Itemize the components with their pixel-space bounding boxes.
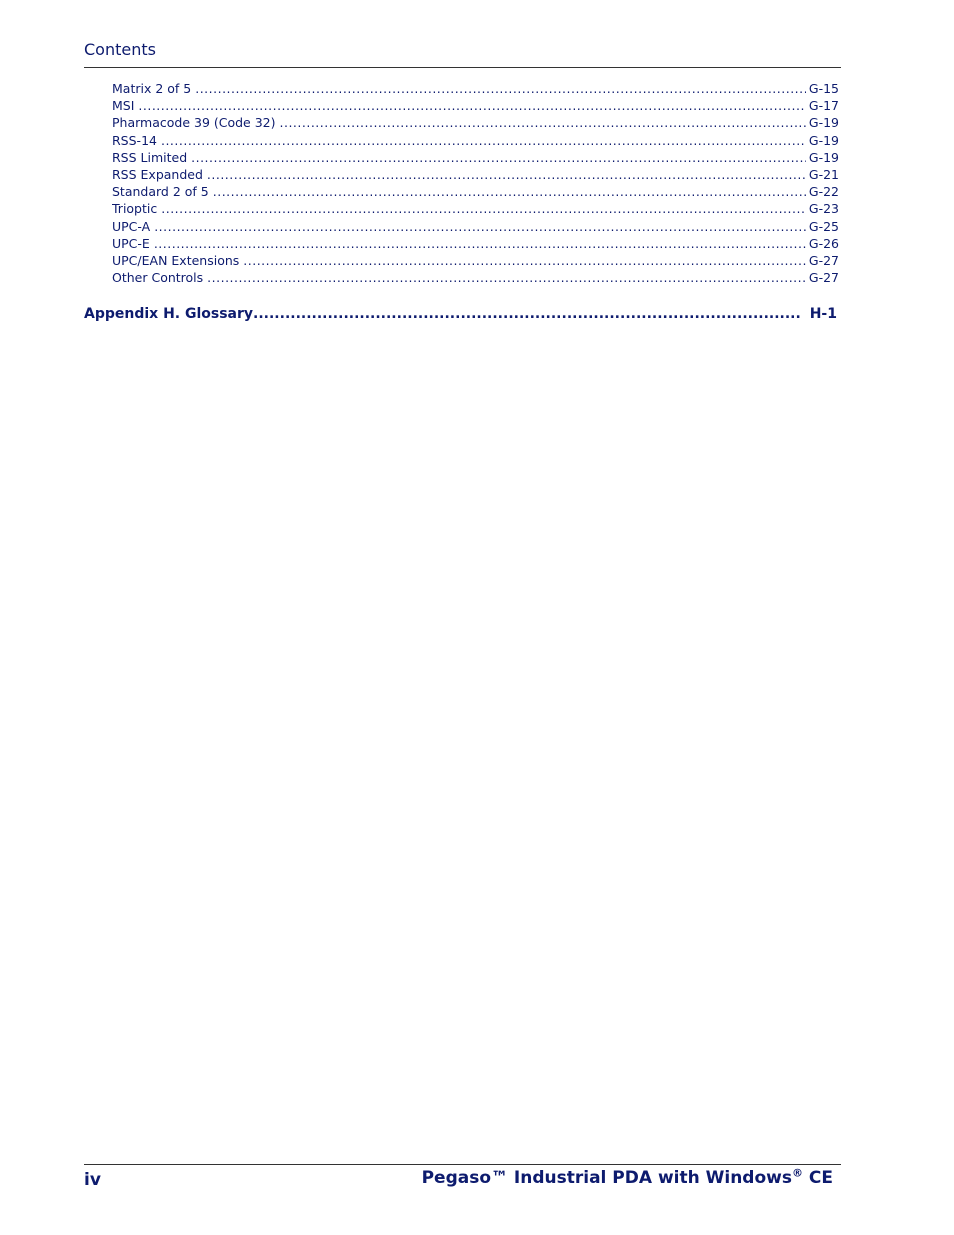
toc-dot-leader bbox=[154, 235, 806, 252]
toc-entry-page: G-19 bbox=[808, 149, 839, 165]
toc-entry[interactable] bbox=[112, 235, 839, 252]
toc-entry-label: UPC/EAN Extensions bbox=[112, 252, 240, 268]
toc-entry-label: RSS Limited bbox=[112, 149, 188, 165]
toc-entry-label: RSS Expanded bbox=[112, 166, 203, 182]
toc-entry[interactable] bbox=[112, 149, 839, 166]
toc-entry-page: G-15 bbox=[808, 81, 839, 96]
toc-dot-leader bbox=[191, 149, 806, 166]
toc-entry-label: UPC-A bbox=[112, 218, 151, 234]
footer-title-main: Pegaso™ Industrial PDA with Windows bbox=[421, 1168, 792, 1188]
toc-entry[interactable] bbox=[112, 183, 839, 200]
footer-divider bbox=[84, 1164, 841, 1165]
toc-dot-leader bbox=[195, 80, 806, 97]
toc-dot-leader bbox=[161, 132, 806, 149]
toc-entry-page: G-23 bbox=[808, 201, 839, 217]
toc-entry-label: UPC-E bbox=[112, 235, 150, 251]
toc-entry-label: MSI bbox=[112, 98, 135, 114]
toc-entry-page: G-19 bbox=[808, 132, 839, 148]
toc-entry[interactable] bbox=[112, 252, 839, 269]
toc-entry-label: RSS-14 bbox=[112, 132, 157, 148]
toc-entry-label: Matrix 2 of 5 bbox=[112, 81, 192, 96]
footer-title-suffix: CE bbox=[802, 1168, 833, 1188]
toc-entry-label: Trioptic bbox=[112, 201, 158, 217]
toc-dot-leader bbox=[207, 269, 806, 286]
toc-entry-label: Other Controls bbox=[112, 270, 204, 286]
toc-entry[interactable] bbox=[112, 114, 839, 131]
toc-dot-leader bbox=[154, 218, 806, 235]
toc-dot-leader bbox=[280, 114, 806, 131]
toc-entry-label: Pharmacode 39 (Code 32) bbox=[112, 115, 276, 131]
toc-dot-leader bbox=[213, 183, 806, 200]
toc-appendix-label: Appendix H. Glossary bbox=[84, 306, 254, 322]
toc-entry-page: G-27 bbox=[808, 270, 839, 286]
toc-entry-page: G-17 bbox=[808, 98, 839, 114]
toc-dot-leader bbox=[138, 97, 805, 114]
footer-page-number: iv bbox=[84, 1170, 101, 1190]
footer-document-title bbox=[422, 1168, 833, 1188]
toc-entry-page: G-22 bbox=[808, 184, 839, 200]
toc-dot-leader bbox=[207, 166, 806, 183]
toc-entry[interactable] bbox=[112, 166, 839, 183]
toc-entry[interactable] bbox=[112, 218, 839, 235]
toc-entry[interactable] bbox=[112, 269, 839, 286]
toc-entry-page: G-25 bbox=[808, 218, 839, 234]
toc-entry-page: G-27 bbox=[808, 252, 839, 268]
toc-entry[interactable] bbox=[112, 200, 839, 217]
toc-entry[interactable] bbox=[112, 97, 839, 114]
toc-dot-leader bbox=[243, 252, 806, 269]
toc-list bbox=[112, 80, 839, 286]
toc-dot-leader bbox=[161, 200, 806, 217]
toc-appendix-entry[interactable] bbox=[84, 304, 837, 324]
toc-entry-page: G-19 bbox=[808, 115, 839, 131]
toc-dot-leader bbox=[253, 304, 800, 324]
toc-entry-page: G-21 bbox=[808, 166, 839, 182]
toc-entry[interactable] bbox=[112, 132, 839, 149]
toc-entry-page: G-26 bbox=[808, 235, 839, 251]
toc-entry-label: Standard 2 of 5 bbox=[112, 184, 209, 200]
registered-mark: ® bbox=[791, 1166, 803, 1180]
toc-appendix-page: H-1 bbox=[809, 306, 837, 322]
header-divider bbox=[84, 67, 841, 68]
page-header-title: Contents bbox=[84, 40, 156, 59]
toc-entry[interactable] bbox=[112, 80, 839, 97]
